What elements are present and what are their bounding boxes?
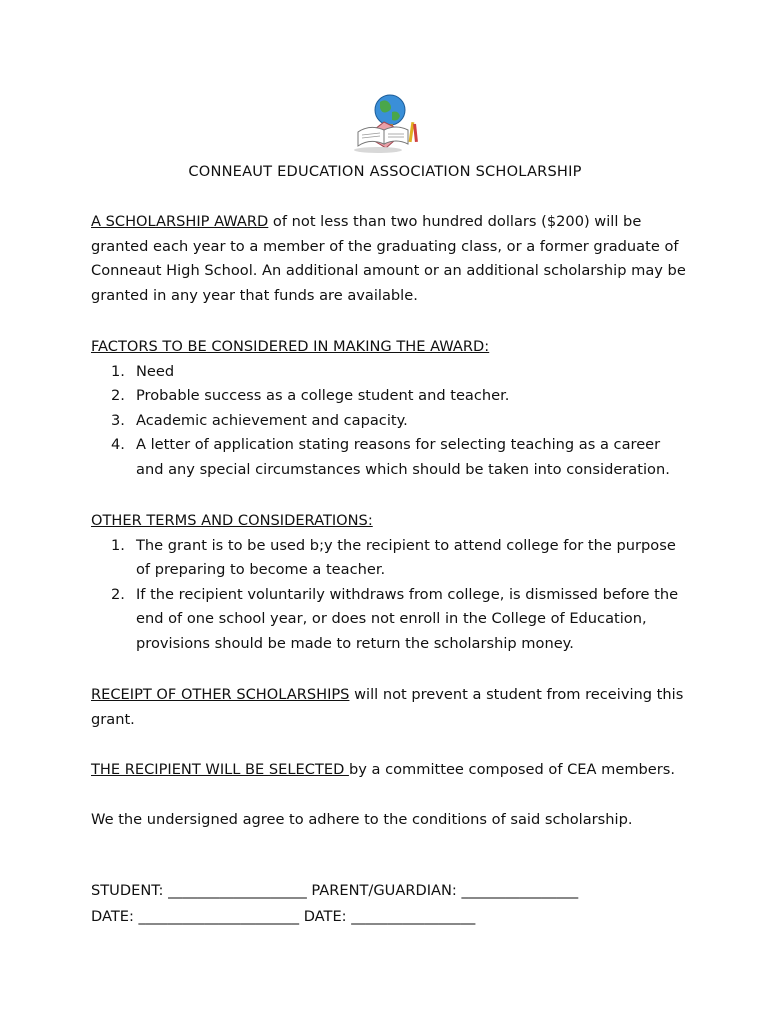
factors-list xyxy=(91,360,691,483)
list-item: 2. If the recipient voluntarily withdraws from college, is dismissed before the end of one school year, or does not enroll in the College of Education, provisions should be made to return the scholarship money. xyxy=(111,585,679,652)
receipt-paragraph xyxy=(91,683,691,732)
terms-list xyxy=(91,534,691,657)
parent-label: PARENT/GUARDIAN: xyxy=(311,882,457,899)
agreement-paragraph: We the undersigned agree to adhere to the conditions of said scholarship. xyxy=(91,811,633,828)
student-signature-blank[interactable]: ___________________ xyxy=(168,882,307,899)
intro-text: of not less than two hundred dollars ($200) will be granted each year to a member of the graduating class, or a former graduate of Conneaut High School. An additional amount or an additional scholarship may be granted in any year that funds are available. xyxy=(91,213,686,304)
list-item: 3. Academic achievement and capacity. xyxy=(111,411,408,429)
recipient-paragraph xyxy=(91,758,691,783)
parent-date-label: DATE: xyxy=(303,908,347,925)
list-item: 2. Probable success as a college student and teacher. xyxy=(111,387,510,405)
recipient-lead: THE RECIPIENT WILL BE SELECTED xyxy=(91,761,349,778)
factors-heading: FACTORS TO BE CONSIDERED IN MAKING THE AWARD: xyxy=(91,338,490,355)
parent-date-blank[interactable]: _________________ xyxy=(351,908,476,925)
receipt-lead: RECEIPT OF OTHER SCHOLARSHIPS xyxy=(91,686,350,703)
signature-row-2 xyxy=(91,908,475,925)
receipt-text: will not prevent a student from receiving this grant. xyxy=(91,686,684,728)
student-date-blank[interactable]: ______________________ xyxy=(138,908,300,925)
factors-section xyxy=(91,335,691,483)
terms-section xyxy=(91,509,691,657)
parent-signature-blank[interactable]: ________________ xyxy=(461,882,579,899)
terms-heading: OTHER TERMS AND CONSIDERATIONS: xyxy=(91,512,373,529)
list-item: 1. The grant is to be used b;y the recipient to attend college for the purpose of preparing to become a teacher. xyxy=(111,536,676,579)
intro-paragraph xyxy=(91,210,691,308)
student-label: STUDENT: xyxy=(91,882,164,899)
intro-lead: A SCHOLARSHIP AWARD xyxy=(91,213,269,230)
recipient-text: by a committee composed of CEA members. xyxy=(348,761,676,778)
list-item: 4. A letter of application stating reasons for selecting teaching as a career and any special circumstances which should be taken into consideration. xyxy=(111,436,670,478)
education-clipart-icon xyxy=(346,92,420,158)
document-title: CONNEAUT EDUCATION ASSOCIATION SCHOLARSHIP xyxy=(188,163,582,180)
list-item: 1. Need xyxy=(111,362,175,380)
student-date-label: DATE: xyxy=(91,908,134,925)
signature-row-1 xyxy=(91,882,578,899)
